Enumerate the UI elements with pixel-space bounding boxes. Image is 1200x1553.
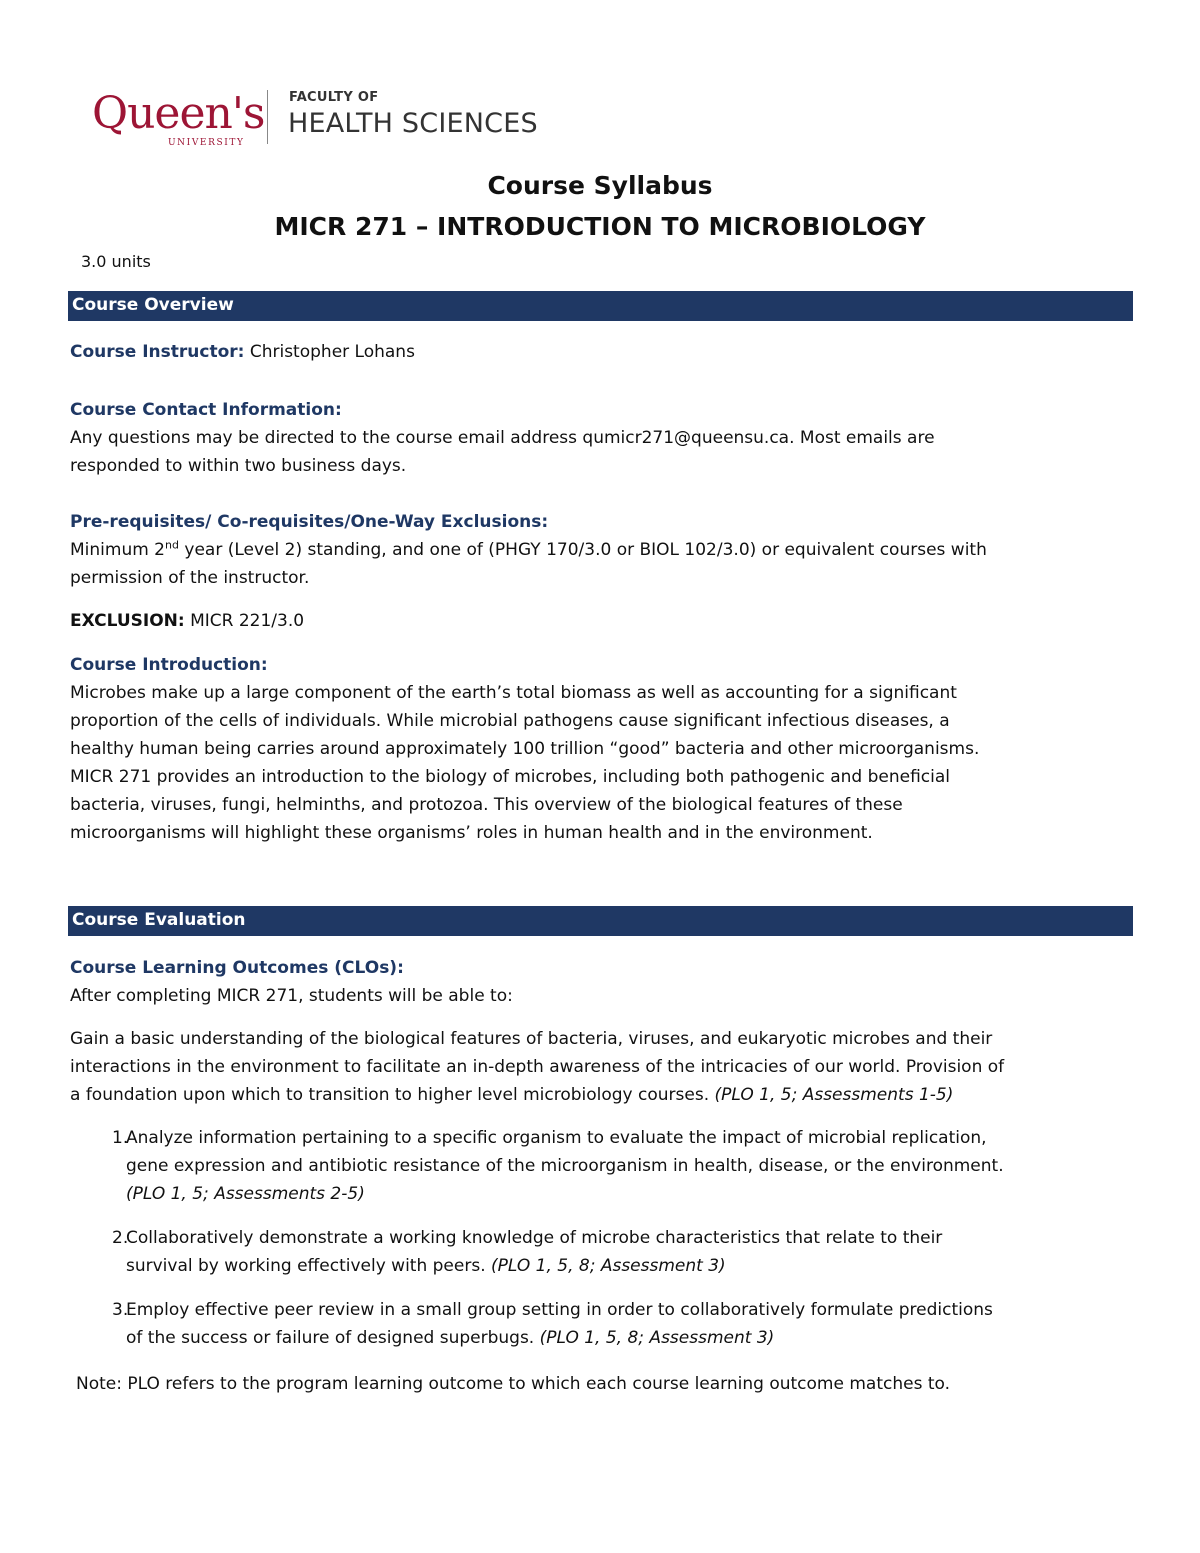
outcome-number: 3. xyxy=(112,1300,129,1320)
outcome-line: Employ effective peer review in a small group setting in order to collaboratively formulate predictions xyxy=(126,1300,993,1320)
clo-label: Course Learning Outcomes (CLOs): xyxy=(70,958,404,978)
outcome-reference: (PLO 1, 5, 8; Assessment 3) xyxy=(539,1328,775,1348)
outcome-line: survival by working effectively with peers. xyxy=(126,1256,486,1276)
clo-intro: After completing MICR 271, students will be able to: xyxy=(70,986,513,1006)
logo-wordmark: Queen's xyxy=(92,88,265,139)
prereq-label: Pre-requisites/ Co-requisites/One-Way Exclusions: xyxy=(70,512,549,532)
section-header-evaluation xyxy=(68,906,1133,936)
section-header-overview xyxy=(68,291,1133,321)
intro-line: MICR 271 provides an introduction to the biology of microbes, including both pathogenic and beneficial xyxy=(70,767,950,787)
outcome-text xyxy=(126,1224,1122,1280)
goal-text: a foundation upon which to transition to higher level microbiology courses. xyxy=(70,1085,710,1105)
instructor-name: Christopher Lohans xyxy=(249,342,415,362)
outcome-text xyxy=(126,1124,1122,1208)
goal-line: Gain a basic understanding of the biological features of bacteria, viruses, and eukaryotic microbes and their xyxy=(70,1029,993,1049)
contact-label: Course Contact Information: xyxy=(70,400,342,420)
outcome-line: Collaboratively demonstrate a working knowledge of microbe characteristics that relate to their xyxy=(126,1228,943,1248)
course-goal-paragraph xyxy=(70,1025,1132,1109)
outcome-line-with-ref xyxy=(126,1324,1122,1352)
prereq-block xyxy=(70,508,1132,592)
outcome-reference: (PLO 1, 5, 8; Assessment 3) xyxy=(491,1256,726,1276)
outcome-item-1 xyxy=(112,1124,1122,1208)
document-title: Course Syllabus xyxy=(487,171,713,200)
outcome-line: Analyze information pertaining to a specific organism to evaluate the impact of microbial replication, xyxy=(126,1128,987,1148)
intro-line: bacteria, viruses, fungi, helminths, and protozoa. This overview of the biological features of these xyxy=(70,795,903,815)
prereq-text-line xyxy=(70,536,1132,564)
outcome-reference: (PLO 1, 5; Assessments 2-5) xyxy=(126,1184,365,1204)
plo-note: Note: PLO refers to the program learning outcome to which each course learning outcome matches to. xyxy=(76,1374,951,1394)
intro-line: Microbes make up a large component of the earth’s total biomass as well as accounting for a significant xyxy=(70,683,957,703)
intro-line: microorganisms will highlight these organisms’ roles in human health and in the environment. xyxy=(70,823,873,843)
goal-line: interactions in the environment to facilitate an in-depth awareness of the intricacies of our world. Provision of xyxy=(70,1057,1005,1077)
section-heading: Course Overview xyxy=(72,295,234,315)
intro-label: Course Introduction: xyxy=(70,655,268,675)
intro-line: healthy human being carries around approximately 100 trillion “good” bacteria and other microorganisms. xyxy=(70,739,980,759)
outcome-line: gene expression and antibiotic resistance of the microorganism in health, disease, or the environment. xyxy=(126,1156,1004,1176)
contact-block xyxy=(70,396,1132,480)
course-title: MICR 271 – INTRODUCTION TO MICROBIOLOGY xyxy=(274,212,926,241)
prereq-text: year (Level 2) standing, and one of (PHGY 170/3.0 or BIOL 102/3.0) or equivalent courses with xyxy=(178,540,987,560)
ordinal-suffix: nd xyxy=(165,538,179,552)
queens-health-sciences-logo xyxy=(92,88,562,158)
intro-block xyxy=(70,651,1132,847)
instructor-line xyxy=(70,338,1132,366)
outcome-line-with-ref xyxy=(126,1252,1122,1280)
outcome-text xyxy=(126,1296,1122,1352)
instructor-label: Course Instructor: xyxy=(70,342,245,362)
goal-line xyxy=(70,1081,1132,1109)
section-heading: Course Evaluation xyxy=(72,910,246,930)
faculty-name: HEALTH SCIENCES xyxy=(288,108,538,139)
course-units: 3.0 units xyxy=(81,252,151,271)
faculty-label: FACULTY OF xyxy=(289,90,379,105)
outcome-line: of the success or failure of designed superbugs. xyxy=(126,1328,535,1348)
intro-line: proportion of the cells of individuals. While microbial pathogens cause significant infectious diseases, a xyxy=(70,711,950,731)
contact-text-line: Any questions may be directed to the course email address qumicr271@queensu.ca. Most emails are xyxy=(70,428,935,448)
exclusion-line xyxy=(70,607,1132,635)
outcome-number: 2. xyxy=(112,1228,129,1248)
clo-block xyxy=(70,954,1132,1010)
prereq-text-line: permission of the instructor. xyxy=(70,568,310,588)
contact-text-line: responded to within two business days. xyxy=(70,456,407,476)
logo-divider xyxy=(267,90,268,144)
outcome-number: 1. xyxy=(112,1128,129,1148)
goal-reference: (PLO 1, 5; Assessments 1-5) xyxy=(714,1085,954,1105)
logo-university: UNIVERSITY xyxy=(168,138,245,148)
outcome-item-2 xyxy=(112,1224,1122,1280)
exclusion-label: EXCLUSION: xyxy=(70,611,185,631)
outcome-item-3 xyxy=(112,1296,1122,1352)
exclusion-value: MICR 221/3.0 xyxy=(190,611,305,631)
prereq-text: Minimum 2 xyxy=(70,540,166,560)
